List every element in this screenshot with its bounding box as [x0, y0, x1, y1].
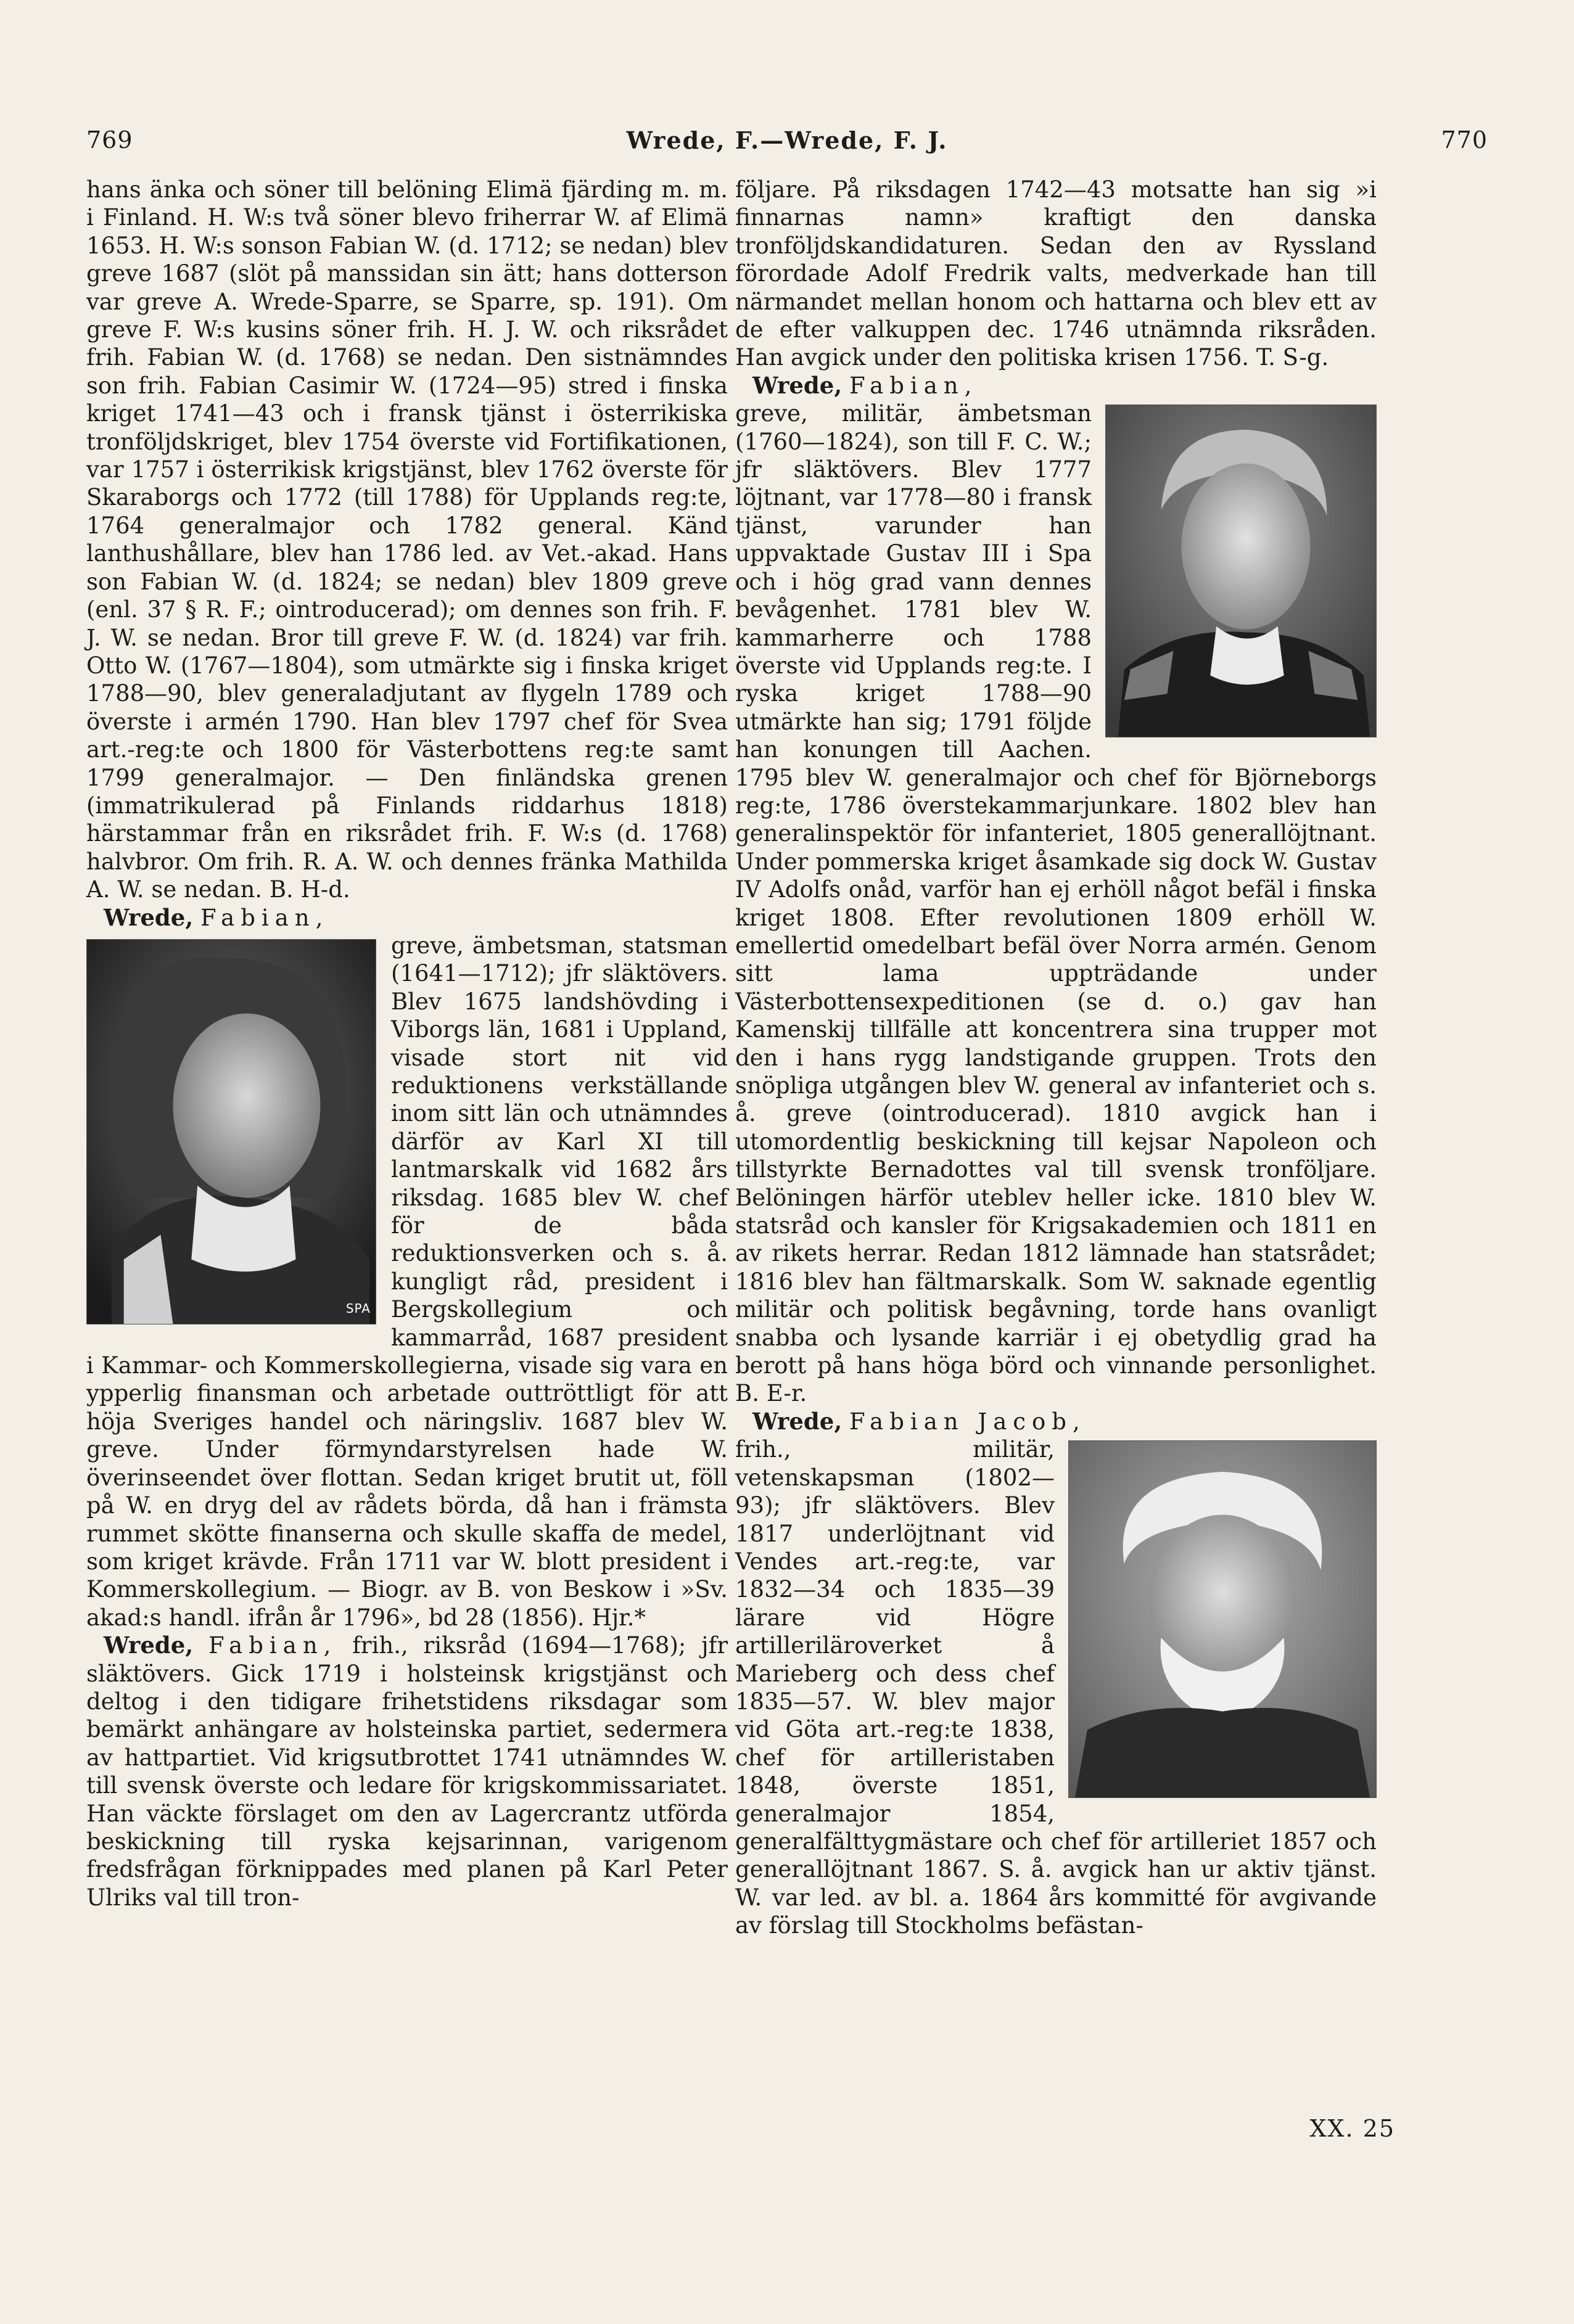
family-article-text	[86, 176, 728, 904]
portrait-fabian-wrede-1641	[86, 939, 376, 1324]
headword: Wrede,	[752, 371, 843, 399]
article-body: frih., militär, vetenskapsman (1802—93); jfr släktövers. Blev 1817 underlöjtnant vid Vendes art.-reg:te, var 1832—34 och 1835—39 lärare vid Högre artilleriläroverket å Marieberg och dess chef 1835—57. W. blev major vid Göta art.-reg:te 1838, chef för artilleristaben 1848, överste 1851, generalmajor 1854, generalfälttygmästare och chef för artilleriet 1857 och generallöjtnant 1867. S. å. avgick han ur aktiv tjänst. W. var led. av bl. a. 1864 års kommitté för avgivande av förslag till Stockholms befästan-	[735, 1436, 1377, 1939]
portrait-fabian-wrede-1760	[1105, 404, 1377, 737]
left-column	[86, 176, 728, 1911]
headword-name: Fabian,	[849, 372, 978, 399]
article-fabian-1694	[86, 1632, 728, 1911]
article-body: greve, militär, ämbetsman (1760—1824), son till F. C. W.; jfr släktövers. Blev 1777 löjtnant, var 1778—80 i fransk tjänst, varunder han uppvaktade Gustav III i Spa och i hög grad vann dennes bevågenhet. 1781 blev W. kammarherre och 1788 överste vid Upplands reg:te. I ryska kriget 1788—90 utmärkte han sig; 1791 följde han konungen till Aachen. 1795 blev W. generalmajor och chef för Björneborgs reg:te, 1786 överstekammarjunkare. 1802 blev han generalinspektör för infanteriet, 1805 generallöjtnant. Under pommerska kriget åsamkade sig dock W. Gustav IV Adolfs onåd, varför han ej erhöll något befäl i finska kriget 1808. Efter revolutionen 1809 erhöll W. emellertid omedelbart befäl över Norra armén. Genom sitt lama uppträdande under Västerbottensexpeditionen (se d. o.) gav han Kamenskij tillfälle att koncentrera sina trupper mot den i hans rygg landstigande gruppen. Trots den snöpliga utgången blev W. general av infanteriet och s. å. greve (ointroducerad). 1810 avgick han i utomordentlig beskickning till kejsar Napoleon och tillstyrkte Bernadottes val till svensk tronföljare. Belöningen härför uteblev heller icke. 1810 blev W. statsråd och kansler för Krigsakademien och 1811 en av rikets herrar. Redan 1812 lämnade han statsrådet; 1816 blev han fältmarskalk. Som W. saknade egentlig militär och politisk begåvning, torde hans ovanligt snabba och lysande karriär i ej obetydlig grad ha berott på hans höga börd och vinnande personlighet.	[735, 400, 1377, 1379]
left-page-number: 769	[86, 126, 133, 154]
portrait-image	[1069, 1441, 1376, 1797]
headword: Wrede,	[752, 1407, 843, 1435]
article-fabian-1760	[735, 372, 1377, 400]
portrait-image	[1106, 405, 1376, 737]
article-body: greve, ämbetsman, statsman (1641—1712); jfr släktövers. Blev 1675 landshövding i Viborgs län, 1681 i Uppland, visade stort nit vid reduktionens verkställande inom sitt län och utnämndes därför av Karl XI till lantmarskalk vid 1682 års riksdag. 1685 blev W. chef för de båda reduktionsverken och s. å. kungligt råd, president i Bergskollegium och kammarråd, 1687 president i Kammar- och Kommerskollegierna, visade sig vara en ypperlig finansman och arbetade outtröttligt för att höja Sveriges handel och näringsliv. 1687 blev W. greve. Under förmyndarstyrelsen hade W. överinseendet över flottan. Sedan kriget brutit ut, föll på W. en dryg del av rådets börda, då han i främsta rummet skötte finanserna och skulle skaffa de medel, som kriget krävde. Från 1711 var W. blott president i Kommerskollegium. — Biogr. av B. von Beskow i »Sv. akad:s handl. ifrån år 1796», bd 28 (1856).	[86, 932, 728, 1631]
article-fabian-1694-continued	[735, 176, 1377, 372]
right-column	[735, 176, 1377, 1940]
family-article-body: hans änka och söner till belöning Elimä fjärding m. m. i Finland. H. W:s två söner blevo friherrar W. af Elimä 1653. H. W:s sonson Fabian W. (d. 1712; se nedan) blev greve 1687 (slöt på manssidan sin ätt; hans dotterson var greve A. Wrede-Sparre, se Sparre, sp. 191). Om greve F. W:s kusins söner frih. H. J. W. och riksrådet frih. Fabian W. (d. 1768) se nedan. Den sistnämndes son frih. Fabian Casimir W. (1724—95) stred i finska kriget 1741—43 och i fransk tjänst i österrikiska tronföljdskriget, blev 1754 överste vid Fortifikationen, var 1757 i österrikisk krigstjänst, blev 1762 överste för Skaraborgs och 1772 (till 1788) för Upplands reg:te, 1764 generalmajor och 1782 general. Känd lanthushållare, blev han 1786 led. av Vet.-akad. Hans son Fabian W. (d. 1824; se nedan) blev 1809 greve (enl. 37 § R. F.; ointroducerad); om dennes son frih. F. J. W. se nedan. Bror till greve F. W. (d. 1824) var frih. Otto W. (1767—1804), som utmärkte sig i finska kriget 1788—90, blev generaladjutant av flygeln 1789 och överste i armén 1790. Han blev 1797 chef för Svea art.-reg:te och 1800 för Västerbottens reg:te samt 1799 generalmajor. — Den finländska grenen (immatrikulerad på Finlands riddarhus 1818) härstammar från en riksrådet frih. F. W:s (d. 1768) halvbror. Om frih. R. A. W. och dennes fränka Mathilda A. W. se nedan.	[86, 176, 728, 903]
headword: Wrede,	[104, 1632, 194, 1659]
article-fabian-jacob-1802	[735, 1408, 1377, 1435]
article-signature: T. S-g.	[1256, 344, 1329, 371]
running-head: Wrede, F.—Wrede, F. J.	[626, 126, 948, 154]
portrait-image	[87, 940, 376, 1324]
family-article-signature: B. H-d.	[269, 876, 350, 903]
article-fabian-1641	[86, 904, 728, 932]
headword-name: Fabian,	[208, 1632, 337, 1659]
photo-credit: SPA	[345, 1300, 371, 1316]
headword: Wrede,	[104, 903, 194, 931]
article-signature: Hjr.*	[591, 1604, 646, 1631]
headword-name: Fabian,	[200, 904, 329, 931]
right-page-number: 770	[1441, 126, 1488, 154]
article-body: frih., riksråd (1694—1768); jfr släktövers. Gick 1719 i holsteinsk krigstjänst och deltog i den tidigare frihetstidens riksdagar som bemärkt anhängare av holsteinska partiet, sedermera av hattpartiet. Vid krigsutbrottet 1741 utnämndes W. till svensk överste och ledare för krigskommissariatet. Han väckte förslaget om den av Lagercrantz utförda beskickning till ryska kejsarinnan, varigenom fredsfrågan förknippades med planen på Karl Peter Ulriks val till tron-	[86, 1632, 728, 1911]
article-signature: B. E-r.	[735, 1380, 807, 1407]
portrait-fabian-jacob-wrede	[1068, 1440, 1377, 1798]
signature-mark: XX. 25	[1309, 2115, 1395, 2142]
headword-name: Fabian Jacob,	[849, 1408, 1086, 1435]
article-body: följare. På riksdagen 1742—43 motsatte han sig »i finnarnas namn» kraftigt den danska tronföljdskandidaturen. Sedan den av Ryssland förordade Adolf Fredrik valts, medverkade han till närmandet mellan honom och hattarna och blev ett av de efter valkuppen dec. 1746 utnämnda riksråden. Han avgick under den politiska krisen 1756.	[735, 176, 1377, 371]
